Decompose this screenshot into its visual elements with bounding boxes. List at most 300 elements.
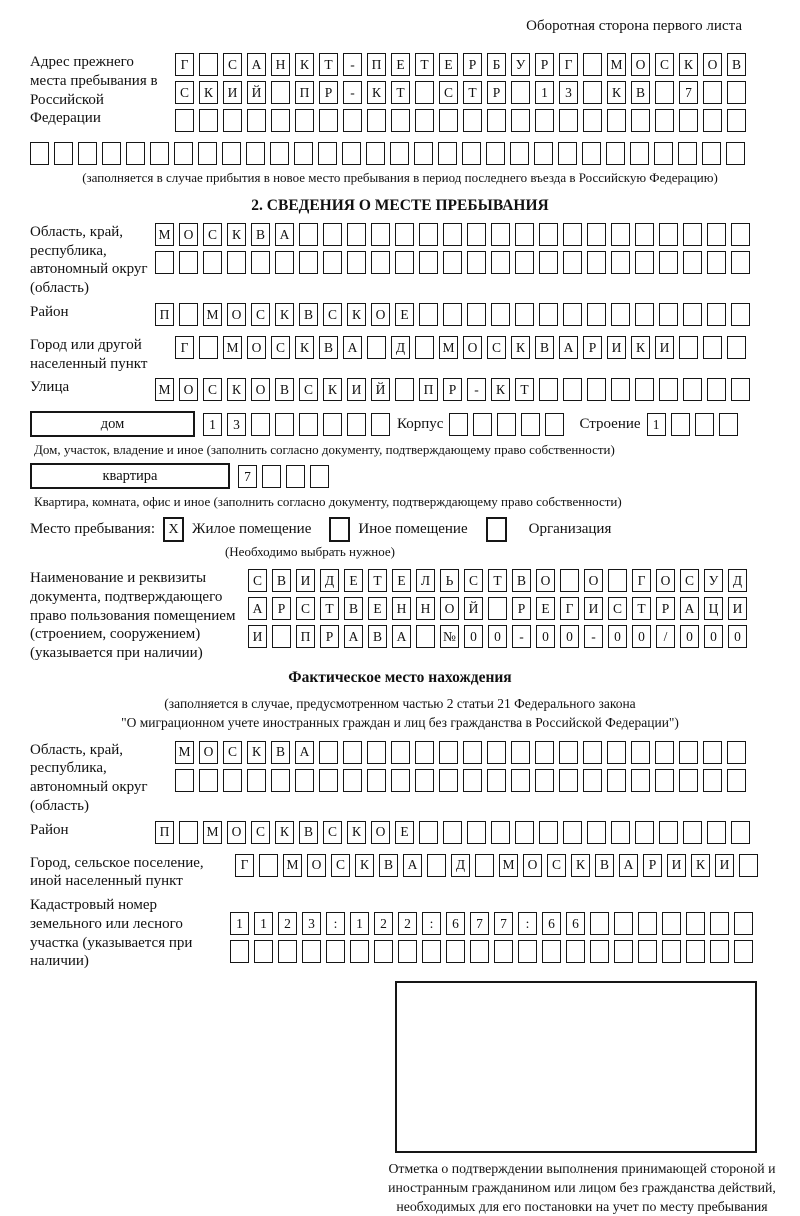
char-cell[interactable] (535, 109, 554, 132)
char-cell[interactable] (347, 251, 366, 274)
char-cell[interactable] (467, 303, 486, 326)
char-cell[interactable] (494, 940, 513, 963)
char-cell[interactable] (611, 821, 630, 844)
char-cell[interactable] (511, 109, 530, 132)
char-cell[interactable] (545, 413, 564, 436)
char-cell[interactable] (222, 142, 241, 165)
char-cell[interactable] (374, 940, 393, 963)
char-cell[interactable] (683, 251, 702, 274)
char-cell[interactable] (275, 413, 294, 436)
char-cell[interactable] (342, 142, 361, 165)
char-cell[interactable] (462, 142, 481, 165)
char-cell[interactable] (559, 109, 578, 132)
char-cell[interactable] (155, 251, 174, 274)
char-cell[interactable] (614, 912, 633, 935)
char-cell[interactable]: 3 (559, 81, 578, 104)
char-cell[interactable] (695, 413, 714, 436)
char-cell[interactable]: 0 (608, 625, 627, 648)
char-cell[interactable]: В (379, 854, 398, 877)
char-cell[interactable]: П (367, 53, 386, 76)
char-cell[interactable]: В (344, 597, 363, 620)
char-cell[interactable] (587, 821, 606, 844)
char-cell[interactable] (710, 912, 729, 935)
char-cell[interactable] (719, 413, 738, 436)
char-cell[interactable]: Г (175, 53, 194, 76)
char-cell[interactable]: Н (271, 53, 290, 76)
char-cell[interactable]: Е (368, 597, 387, 620)
char-cell[interactable] (511, 741, 530, 764)
char-cell[interactable]: М (203, 821, 222, 844)
char-cell[interactable] (606, 142, 625, 165)
char-cell[interactable] (608, 569, 627, 592)
char-cell[interactable] (491, 223, 510, 246)
char-cell[interactable]: 0 (464, 625, 483, 648)
char-cell[interactable]: 3 (302, 912, 321, 935)
char-cell[interactable] (179, 303, 198, 326)
char-cell[interactable]: Н (416, 597, 435, 620)
char-cell[interactable]: В (299, 303, 318, 326)
char-cell[interactable]: Т (632, 597, 651, 620)
char-cell[interactable]: - (512, 625, 531, 648)
char-cell[interactable]: В (272, 569, 291, 592)
char-cell[interactable] (367, 109, 386, 132)
char-cell[interactable]: Р (443, 378, 462, 401)
char-cell[interactable]: Т (368, 569, 387, 592)
char-cell[interactable] (703, 769, 722, 792)
char-cell[interactable]: А (619, 854, 638, 877)
char-cell[interactable]: О (179, 378, 198, 401)
char-cell[interactable] (739, 854, 758, 877)
char-cell[interactable]: 0 (560, 625, 579, 648)
char-cell[interactable] (318, 142, 337, 165)
char-cell[interactable]: Д (728, 569, 747, 592)
char-cell[interactable]: М (203, 303, 222, 326)
char-cell[interactable] (326, 940, 345, 963)
char-cell[interactable] (731, 821, 750, 844)
char-cell[interactable] (467, 223, 486, 246)
char-cell[interactable]: К (347, 821, 366, 844)
char-cell[interactable] (467, 251, 486, 274)
char-cell[interactable] (390, 142, 409, 165)
char-cell[interactable]: С (251, 821, 270, 844)
char-cell[interactable] (343, 741, 362, 764)
char-cell[interactable]: 0 (536, 625, 555, 648)
char-cell[interactable] (294, 142, 313, 165)
char-cell[interactable]: С (331, 854, 350, 877)
stay-type-checkbox-organization[interactable] (486, 517, 507, 542)
char-cell[interactable]: Е (536, 597, 555, 620)
char-cell[interactable]: Р (656, 597, 675, 620)
char-cell[interactable] (611, 251, 630, 274)
char-cell[interactable] (679, 741, 698, 764)
char-cell[interactable]: П (155, 821, 174, 844)
char-cell[interactable]: Р (463, 53, 482, 76)
char-cell[interactable] (655, 109, 674, 132)
char-cell[interactable]: О (656, 569, 675, 592)
char-cell[interactable] (727, 109, 746, 132)
char-cell[interactable] (439, 741, 458, 764)
char-cell[interactable] (683, 378, 702, 401)
char-cell[interactable] (150, 142, 169, 165)
char-cell[interactable]: Е (392, 569, 411, 592)
char-cell[interactable] (590, 912, 609, 935)
char-cell[interactable] (491, 821, 510, 844)
char-cell[interactable]: М (175, 741, 194, 764)
char-cell[interactable] (539, 821, 558, 844)
stay-type-checkbox-residential[interactable]: X (163, 517, 184, 542)
char-cell[interactable] (391, 109, 410, 132)
char-cell[interactable]: В (512, 569, 531, 592)
char-cell[interactable]: Г (632, 569, 651, 592)
char-cell[interactable] (515, 251, 534, 274)
char-cell[interactable] (203, 251, 222, 274)
char-cell[interactable]: А (295, 741, 314, 764)
char-cell[interactable] (534, 142, 553, 165)
char-cell[interactable]: С (464, 569, 483, 592)
char-cell[interactable]: Г (235, 854, 254, 877)
char-cell[interactable]: И (655, 336, 674, 359)
char-cell[interactable] (734, 940, 753, 963)
char-cell[interactable]: У (704, 569, 723, 592)
char-cell[interactable]: О (703, 53, 722, 76)
char-cell[interactable] (299, 251, 318, 274)
char-cell[interactable] (542, 940, 561, 963)
char-cell[interactable]: Р (320, 625, 339, 648)
char-cell[interactable]: И (248, 625, 267, 648)
char-cell[interactable]: Г (175, 336, 194, 359)
char-cell[interactable]: 6 (566, 912, 585, 935)
char-cell[interactable] (443, 223, 462, 246)
char-cell[interactable] (262, 465, 281, 488)
char-cell[interactable]: К (355, 854, 374, 877)
char-cell[interactable] (199, 769, 218, 792)
char-cell[interactable]: И (347, 378, 366, 401)
char-cell[interactable]: В (319, 336, 338, 359)
char-cell[interactable] (635, 821, 654, 844)
char-cell[interactable] (703, 81, 722, 104)
char-cell[interactable] (734, 912, 753, 935)
char-cell[interactable]: 0 (632, 625, 651, 648)
char-cell[interactable]: П (419, 378, 438, 401)
char-cell[interactable]: О (463, 336, 482, 359)
char-cell[interactable] (246, 142, 265, 165)
char-cell[interactable] (607, 769, 626, 792)
char-cell[interactable] (487, 109, 506, 132)
char-cell[interactable] (199, 109, 218, 132)
char-cell[interactable]: К (275, 303, 294, 326)
char-cell[interactable] (659, 303, 678, 326)
char-cell[interactable]: Е (391, 53, 410, 76)
char-cell[interactable]: О (371, 821, 390, 844)
char-cell[interactable] (679, 769, 698, 792)
char-cell[interactable] (678, 142, 697, 165)
char-cell[interactable] (607, 741, 626, 764)
char-cell[interactable] (583, 53, 602, 76)
char-cell[interactable] (654, 142, 673, 165)
char-cell[interactable]: О (227, 821, 246, 844)
char-cell[interactable] (521, 413, 540, 436)
char-cell[interactable] (707, 251, 726, 274)
char-cell[interactable]: - (343, 81, 362, 104)
char-cell[interactable]: С (223, 53, 242, 76)
char-cell[interactable]: 7 (238, 465, 257, 488)
char-cell[interactable]: Р (583, 336, 602, 359)
char-cell[interactable]: С (203, 223, 222, 246)
char-cell[interactable] (486, 142, 505, 165)
char-cell[interactable]: 7 (494, 912, 513, 935)
char-cell[interactable]: Р (643, 854, 662, 877)
char-cell[interactable]: Б (487, 53, 506, 76)
char-cell[interactable] (587, 223, 606, 246)
char-cell[interactable] (583, 81, 602, 104)
char-cell[interactable] (470, 940, 489, 963)
char-cell[interactable]: Д (451, 854, 470, 877)
char-cell[interactable] (539, 303, 558, 326)
char-cell[interactable]: А (559, 336, 578, 359)
char-cell[interactable]: 7 (470, 912, 489, 935)
char-cell[interactable] (491, 303, 510, 326)
char-cell[interactable] (707, 303, 726, 326)
char-cell[interactable]: М (223, 336, 242, 359)
char-cell[interactable]: - (584, 625, 603, 648)
char-cell[interactable]: О (523, 854, 542, 877)
char-cell[interactable] (367, 769, 386, 792)
char-cell[interactable] (731, 251, 750, 274)
char-cell[interactable]: Р (319, 81, 338, 104)
char-cell[interactable] (635, 251, 654, 274)
char-cell[interactable] (223, 769, 242, 792)
char-cell[interactable] (443, 303, 462, 326)
char-cell[interactable]: 0 (488, 625, 507, 648)
char-cell[interactable]: А (275, 223, 294, 246)
char-cell[interactable] (310, 465, 329, 488)
char-cell[interactable] (54, 142, 73, 165)
char-cell[interactable] (439, 769, 458, 792)
char-cell[interactable]: № (440, 625, 459, 648)
char-cell[interactable]: С (439, 81, 458, 104)
char-cell[interactable] (683, 223, 702, 246)
char-cell[interactable]: К (571, 854, 590, 877)
char-cell[interactable] (198, 142, 217, 165)
char-cell[interactable] (371, 413, 390, 436)
char-cell[interactable]: О (584, 569, 603, 592)
char-cell[interactable] (319, 769, 338, 792)
char-cell[interactable] (367, 336, 386, 359)
char-cell[interactable]: С (251, 303, 270, 326)
char-cell[interactable] (223, 109, 242, 132)
char-cell[interactable]: Т (391, 81, 410, 104)
char-cell[interactable]: Ь (440, 569, 459, 592)
char-cell[interactable] (323, 251, 342, 274)
char-cell[interactable] (467, 821, 486, 844)
char-cell[interactable] (631, 109, 650, 132)
char-cell[interactable] (703, 741, 722, 764)
char-cell[interactable] (126, 142, 145, 165)
char-cell[interactable] (295, 769, 314, 792)
char-cell[interactable] (511, 81, 530, 104)
char-cell[interactable]: Л (416, 569, 435, 592)
char-cell[interactable]: - (467, 378, 486, 401)
char-cell[interactable] (422, 940, 441, 963)
char-cell[interactable]: К (247, 741, 266, 764)
char-cell[interactable] (635, 303, 654, 326)
char-cell[interactable]: О (179, 223, 198, 246)
char-cell[interactable] (102, 142, 121, 165)
char-cell[interactable] (343, 109, 362, 132)
char-cell[interactable] (558, 142, 577, 165)
char-cell[interactable]: 2 (398, 912, 417, 935)
char-cell[interactable] (366, 142, 385, 165)
char-cell[interactable]: С (680, 569, 699, 592)
char-cell[interactable] (415, 741, 434, 764)
char-cell[interactable]: Т (463, 81, 482, 104)
char-cell[interactable] (175, 769, 194, 792)
char-cell[interactable] (607, 109, 626, 132)
char-cell[interactable]: П (295, 81, 314, 104)
char-cell[interactable] (475, 854, 494, 877)
char-cell[interactable] (427, 854, 446, 877)
char-cell[interactable]: Н (392, 597, 411, 620)
char-cell[interactable] (655, 741, 674, 764)
char-cell[interactable]: М (607, 53, 626, 76)
char-cell[interactable] (703, 336, 722, 359)
char-cell[interactable] (630, 142, 649, 165)
char-cell[interactable] (510, 142, 529, 165)
char-cell[interactable] (395, 251, 414, 274)
char-cell[interactable] (731, 303, 750, 326)
char-cell[interactable] (179, 821, 198, 844)
char-cell[interactable] (583, 109, 602, 132)
char-cell[interactable] (179, 251, 198, 274)
char-cell[interactable]: : (326, 912, 345, 935)
char-cell[interactable]: К (275, 821, 294, 844)
char-cell[interactable]: А (403, 854, 422, 877)
char-cell[interactable]: В (368, 625, 387, 648)
char-cell[interactable] (419, 251, 438, 274)
char-cell[interactable]: К (347, 303, 366, 326)
char-cell[interactable]: Г (559, 53, 578, 76)
char-cell[interactable] (247, 109, 266, 132)
char-cell[interactable]: О (631, 53, 650, 76)
char-cell[interactable] (535, 769, 554, 792)
char-cell[interactable]: 0 (728, 625, 747, 648)
char-cell[interactable]: К (691, 854, 710, 877)
char-cell[interactable] (671, 413, 690, 436)
char-cell[interactable] (563, 821, 582, 844)
char-cell[interactable] (343, 769, 362, 792)
char-cell[interactable] (539, 223, 558, 246)
char-cell[interactable] (686, 912, 705, 935)
char-cell[interactable] (299, 223, 318, 246)
char-cell[interactable]: 0 (704, 625, 723, 648)
char-cell[interactable] (491, 251, 510, 274)
char-cell[interactable] (659, 821, 678, 844)
char-cell[interactable] (347, 413, 366, 436)
char-cell[interactable] (438, 142, 457, 165)
char-cell[interactable]: Е (344, 569, 363, 592)
char-cell[interactable]: Р (487, 81, 506, 104)
char-cell[interactable] (662, 940, 681, 963)
char-cell[interactable]: И (296, 569, 315, 592)
char-cell[interactable] (590, 940, 609, 963)
char-cell[interactable]: И (607, 336, 626, 359)
char-cell[interactable]: 1 (535, 81, 554, 104)
char-cell[interactable] (487, 741, 506, 764)
char-cell[interactable] (497, 413, 516, 436)
char-cell[interactable] (391, 769, 410, 792)
char-cell[interactable]: 6 (446, 912, 465, 935)
char-cell[interactable] (727, 336, 746, 359)
char-cell[interactable] (319, 741, 338, 764)
char-cell[interactable]: Т (319, 53, 338, 76)
char-cell[interactable]: А (392, 625, 411, 648)
stay-type-checkbox-other[interactable] (329, 517, 350, 542)
char-cell[interactable]: 1 (230, 912, 249, 935)
char-cell[interactable] (515, 303, 534, 326)
char-cell[interactable] (679, 109, 698, 132)
char-cell[interactable] (566, 940, 585, 963)
char-cell[interactable]: Е (439, 53, 458, 76)
char-cell[interactable] (463, 769, 482, 792)
char-cell[interactable]: С (175, 81, 194, 104)
char-cell[interactable]: В (727, 53, 746, 76)
char-cell[interactable] (686, 940, 705, 963)
char-cell[interactable] (702, 142, 721, 165)
char-cell[interactable]: С (223, 741, 242, 764)
char-cell[interactable]: О (247, 336, 266, 359)
char-cell[interactable] (415, 769, 434, 792)
char-cell[interactable] (295, 109, 314, 132)
char-cell[interactable]: 2 (278, 912, 297, 935)
char-cell[interactable]: И (667, 854, 686, 877)
char-cell[interactable]: М (499, 854, 518, 877)
char-cell[interactable] (419, 223, 438, 246)
char-cell[interactable]: С (547, 854, 566, 877)
char-cell[interactable]: С (296, 597, 315, 620)
char-cell[interactable] (563, 223, 582, 246)
char-cell[interactable] (707, 378, 726, 401)
char-cell[interactable] (299, 413, 318, 436)
char-cell[interactable]: А (247, 53, 266, 76)
char-cell[interactable] (638, 940, 657, 963)
char-cell[interactable]: В (275, 378, 294, 401)
char-cell[interactable]: Т (515, 378, 534, 401)
char-cell[interactable]: К (227, 223, 246, 246)
char-cell[interactable] (727, 81, 746, 104)
char-cell[interactable]: К (199, 81, 218, 104)
char-cell[interactable] (272, 625, 291, 648)
char-cell[interactable] (371, 251, 390, 274)
char-cell[interactable] (638, 912, 657, 935)
char-cell[interactable] (511, 769, 530, 792)
char-cell[interactable]: В (595, 854, 614, 877)
char-cell[interactable] (419, 303, 438, 326)
char-cell[interactable] (560, 569, 579, 592)
char-cell[interactable] (271, 109, 290, 132)
char-cell[interactable] (446, 940, 465, 963)
char-cell[interactable] (611, 303, 630, 326)
char-cell[interactable] (487, 769, 506, 792)
char-cell[interactable] (286, 465, 305, 488)
char-cell[interactable] (727, 741, 746, 764)
char-cell[interactable]: Й (371, 378, 390, 401)
char-cell[interactable] (347, 223, 366, 246)
char-cell[interactable]: И (223, 81, 242, 104)
char-cell[interactable] (254, 940, 273, 963)
char-cell[interactable] (563, 378, 582, 401)
char-cell[interactable] (655, 769, 674, 792)
char-cell[interactable]: К (227, 378, 246, 401)
